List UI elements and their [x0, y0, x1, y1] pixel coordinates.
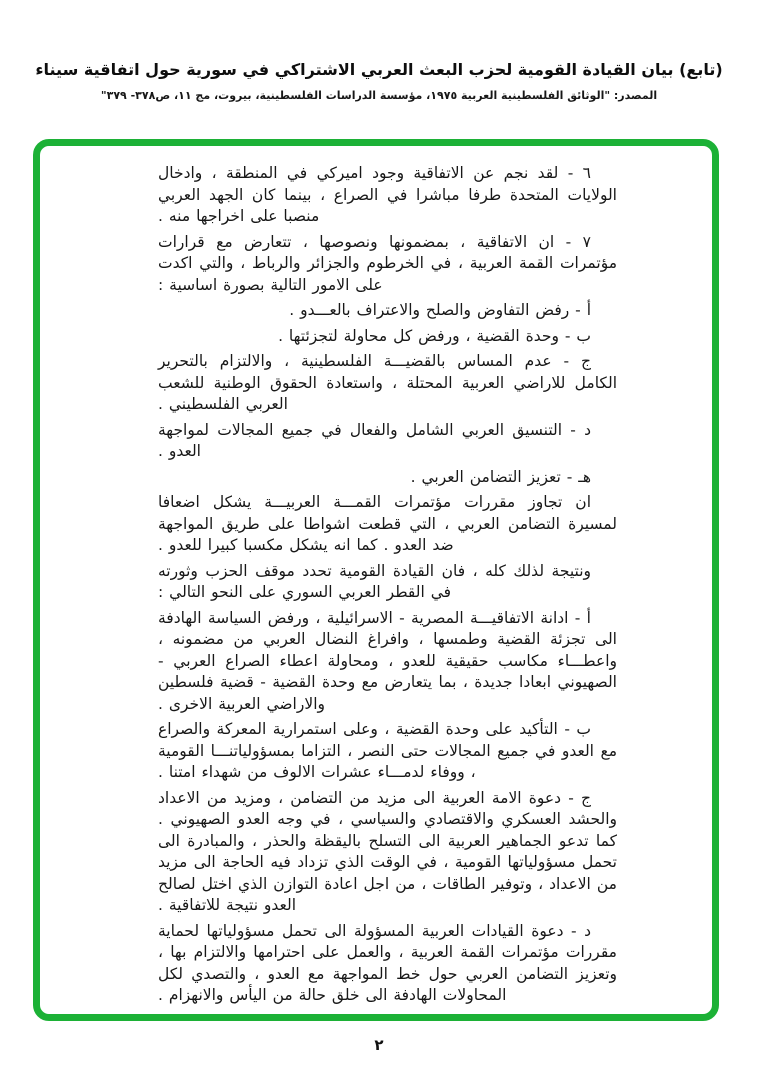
- document-source-line: المصدر: "الوثائق الفلسطينية العربية ١٩٧٥، مؤسسة الدراسات الفلسطينية، بيروت، مج ١١، ص٣٧٨- ٣٧٩": [100, 89, 658, 102]
- paragraph-list2-a: أ - ادانة الاتفاقيـــة المصرية - الاسرائيلية ، ورفض السياسة الهادفة الى تجزئة القضية وطمسها ، وافراغ النضال العربي من مضمونه ، واعطـــاء مكاسب حقيقية للعدو ، ومحاولة اعطاء الصراع العربي - الصهيوني ابعادا جديدة ، بما يتعارض مع وحدة القضية - قضية فلسطين والاراضي العربية الاخرى .: [158, 608, 617, 713]
- paragraph-list1-j: ج - عدم المساس بالقضيـــة الفلسطينية ، والالتزام بالتحرير الكامل للاراضي العربية المحتلة ، واستعادة الحقوق الوطنية للشعب العربي الفلسطيني .: [158, 352, 617, 413]
- paragraph-list1-d: د - التنسيق العربي الشامل والفعال في جميع المجالات لمواجهة العدو .: [158, 420, 591, 460]
- paragraph-list2-b: ب - التأكيد على وحدة القضية ، وعلى استمرارية المعركة والصراع مع العدو في جميع المجالات حتى النصر ، التزاما بمسؤولياتنـــا القومية ، ووفاء لدمـــاء عشرات الالوف من شهداء امتنا .: [158, 720, 617, 781]
- paragraph-list1-a: أ - رفض التفاوض والصلح والاعتراف بالعـــدو .: [289, 301, 591, 319]
- green-border-frame: [33, 139, 719, 1021]
- paragraph-list1-b: ب - وحدة القضية ، ورفض كل محاولة لتجزئتها .: [278, 326, 591, 345]
- page-number: ٢: [374, 1036, 384, 1054]
- paragraph-list2-j: ج - دعوة الامة العربية الى مزيد من التضامن ، ومزيد من الاعداد والحشد العسكري والاقتصادي والسياسي ، في وجه العدو الصهيوني . كما تدعو الجماهير العربية الى التسلح باليقظة والحذر ، والمبادرة الى تحمل مسؤولياتها القومية ، في الوقت الذي تزداد فيه الحاجة الى مزيد من الاعداد ، وتوفير الطاقات ، من اجل اعادة التوازن الذي اختل لصالح العدو نتيجة للاتفاقية .: [158, 788, 617, 914]
- document-header: [0, 60, 758, 102]
- paragraph-item-7: ٧ - ان الاتفاقية ، بمضمونها ونصوصها ، تتعارض مع قرارات مؤتمرات القمة العربية ، في الخرطوم والجزائر والرباط ، والتي اكدت على الامور التالية بصورة اساسية :: [158, 232, 617, 294]
- paragraph-summary: ان تجاوز مقررات مؤتمرات القمـــة العربيـــة يشكل اضعافا لمسيرة التضامن العربي ، التي قطعت اشواطا على طريق المواجهة ضد العدو . كما انه يشكل مكسبا كبيرا للعدو .: [158, 493, 617, 554]
- paragraph-conclusion-intro: ونتيجة لذلك كله ، فان القيادة القومية تحدد موقف الحزب وثورته في القطر العربي السوري على النحو التالي :: [158, 561, 591, 601]
- paragraph-list2-d: د - دعوة القيادات العربية المسؤولة الى تحمل مسؤولياتها لحماية مقررات مؤتمرات القمة العربية ، والعمل على احترامها والالتزام بها ، وتعزيز التضامن العربي حول خط المواجهة مع العدو ، والتصدي لكل المحاولات الهادفة الى خلق حالة من اليأس والانهزام .: [158, 921, 617, 1004]
- document-body-text: [40, 146, 712, 1014]
- paragraph-item-6: ٦ - لقد نجم عن الاتفاقية وجود اميركي في المنطقة ، وادخال الولايات المتحدة طرفا مباشرا في الصراع ، بينما كان الجهد العربي منصبا على اخراجها منه .: [158, 164, 617, 225]
- paragraph-list1-h: هـ - تعزيز التضامن العربي .: [410, 467, 591, 486]
- document-title: (تابع) بيان القيادة القومية لحزب البعث العربي الاشتراكي في سورية حول اتفاقية سيناء: [35, 60, 723, 79]
